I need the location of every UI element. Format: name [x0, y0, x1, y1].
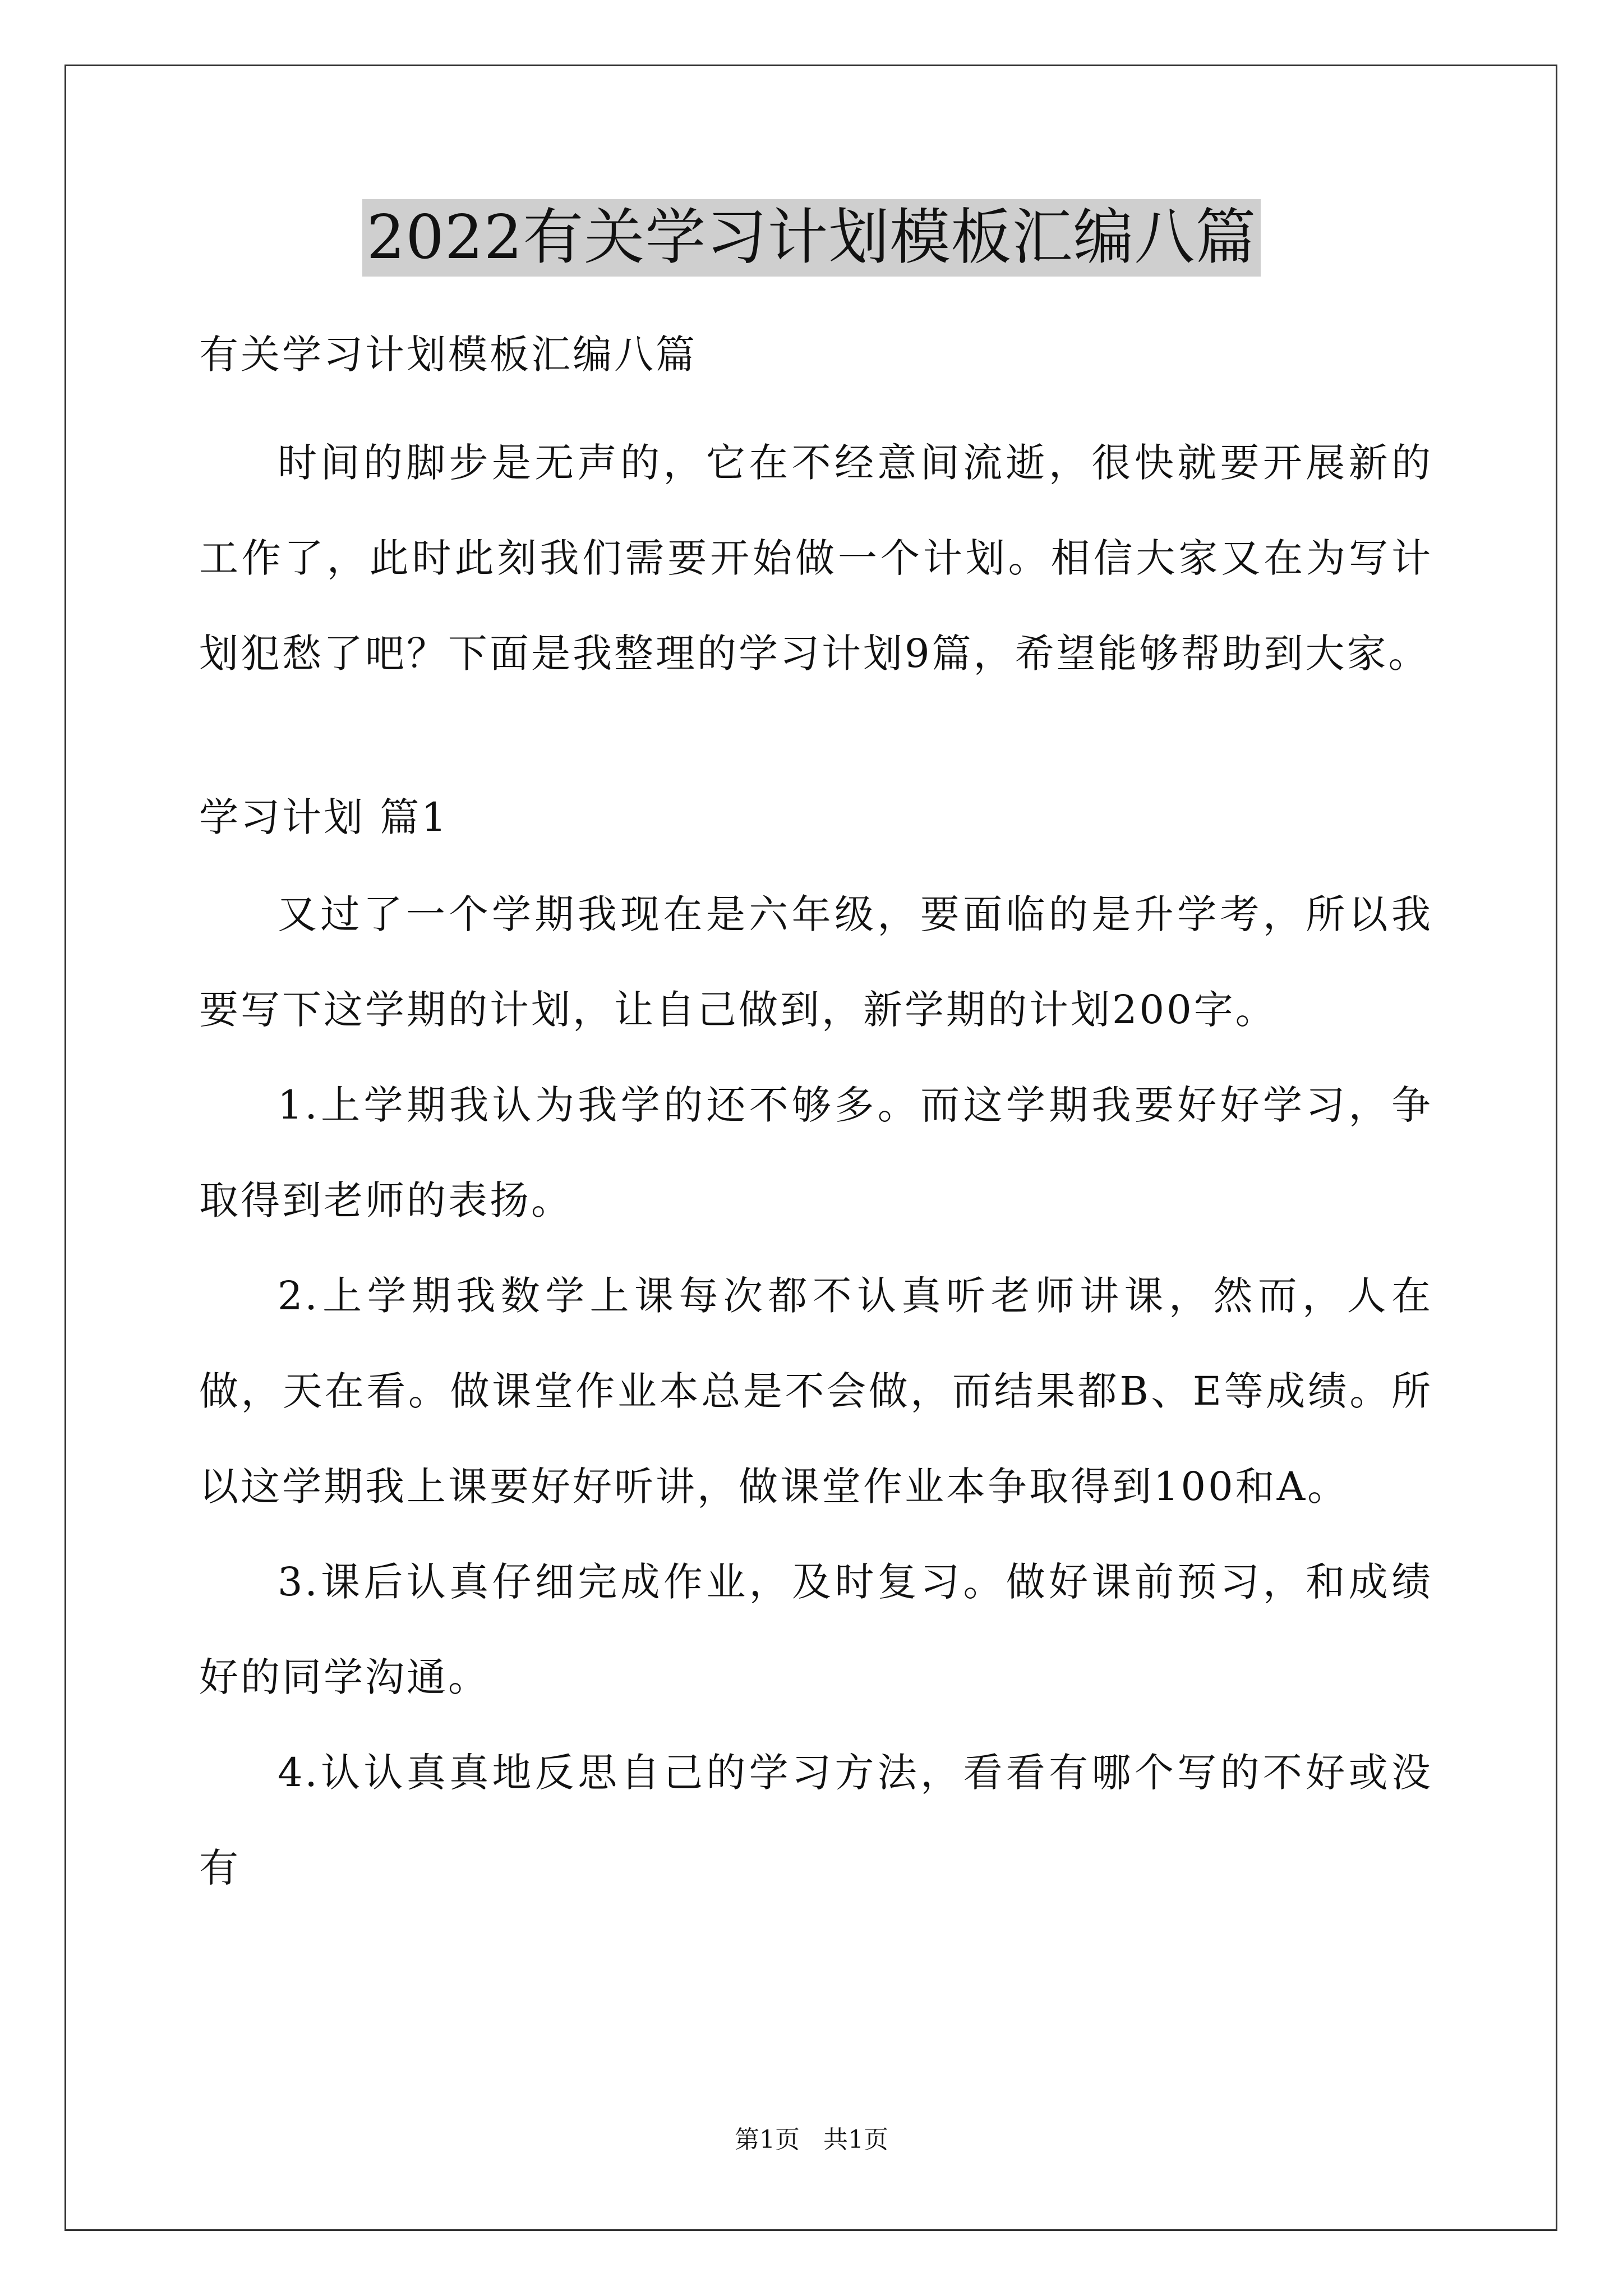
document-title: 2022有关学习计划模板汇编八篇 [362, 199, 1261, 277]
body-paragraph: 2.上学期我数学上课每次都不认真听老师讲课，然而，人在做，天在看。做课堂作业本总是不会做，而结果都B、E等成绩。所以这学期我上课要好好听讲，做课堂作业本争取得到100和A。 [199, 1273, 1433, 1510]
body-paragraph: 4.认认真真地反思自己的学习方法，看看有哪个写的不好或没有 [199, 1750, 1433, 1891]
intro-paragraph: 时间的脚步是无声的，它在不经意间流逝，很快就要开展新的工作了，此时此刻我们需要开始做一个计划。相信大家又在为写计划犯愁了吧？下面是我整理的学习计划9篇，希望能够帮助到大家。 [199, 440, 1433, 677]
document-subtitle: 有关学习计划模板汇编八篇 [199, 332, 697, 378]
page-footer [0, 2123, 1623, 2157]
document-body [199, 306, 1433, 1916]
section-heading: 学习计划 篇1 [199, 794, 449, 840]
page-number: 第1页 [735, 2125, 800, 2154]
title-container [0, 199, 1623, 277]
body-paragraph: 又过了一个学期我现在是六年级，要面临的是升学考，所以我要写下这学期的计划，让自己做到，新学期的计划200字。 [199, 891, 1433, 1033]
body-paragraph: 1.上学期我认为我学的还不够多。而这学期我要好好学习，争取得到老师的表扬。 [199, 1082, 1433, 1223]
page-total: 共1页 [823, 2125, 888, 2154]
body-paragraph: 3.课后认真仔细完成作业，及时复习。做好课前预习，和成绩好的同学沟通。 [199, 1559, 1433, 1700]
